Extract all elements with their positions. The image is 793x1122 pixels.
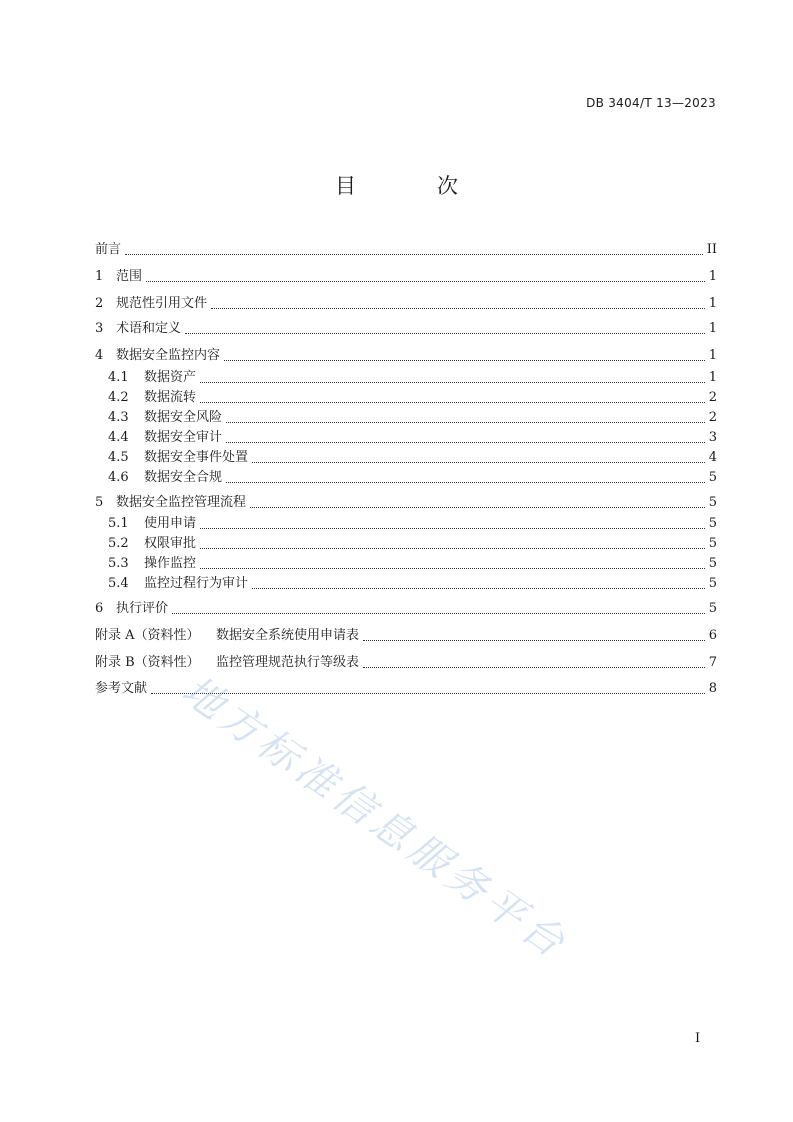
toc-entry-page: 5 (708, 516, 717, 531)
dot-leader (200, 382, 705, 383)
dot-leader (172, 613, 705, 614)
watermark: 地方标准信息服务平台 (173, 667, 577, 969)
dot-leader (125, 254, 703, 255)
toc-entry-number: 2 (95, 296, 104, 311)
dot-leader (185, 333, 705, 334)
toc-entry-4-1[interactable] (108, 369, 717, 387)
toc-entry-page: 5 (708, 495, 717, 510)
toc-entry-1[interactable] (95, 268, 717, 286)
toc-entry-number: 5 (95, 495, 104, 510)
dot-leader (226, 482, 705, 483)
toc-entry-label: 规范性引用文件 (116, 296, 208, 311)
dot-leader (200, 402, 705, 403)
toc-entry-number: 5.4 (108, 576, 129, 591)
toc-entry-4-4[interactable] (108, 429, 717, 447)
toc-entry-label: 数据安全监控管理流程 (116, 495, 247, 510)
toc-entry-page: 6 (708, 628, 717, 643)
dot-leader (151, 693, 705, 694)
toc-entry-label: 数据安全事件处置 (144, 450, 249, 465)
toc-entry-number: 6 (95, 601, 104, 616)
toc-entry-appendix-b[interactable] (95, 654, 717, 672)
toc-entry-label: 使用申请 (144, 516, 197, 531)
toc-entry-5-4[interactable] (108, 575, 717, 593)
dot-leader (200, 568, 705, 569)
toc-entry-preface[interactable] (95, 241, 717, 259)
dot-leader (200, 528, 705, 529)
toc-entry-2[interactable] (95, 295, 717, 313)
toc-entry-label: 数据安全审计 (144, 430, 223, 445)
toc-entry-label: 监控过程行为审计 (144, 576, 249, 591)
toc-entry-label: 数据安全系统使用申请表 (216, 628, 360, 643)
toc-entry-page: 5 (708, 556, 717, 571)
toc-entry-number: 4.2 (108, 390, 129, 405)
toc-entry-3[interactable] (95, 320, 717, 338)
dot-leader (252, 588, 705, 589)
toc-entry-number: 3 (95, 321, 104, 336)
toc-entry-number: 附录 B（资料性） (95, 655, 200, 670)
toc-entry-4-6[interactable] (108, 469, 717, 487)
toc-entry-6[interactable] (95, 600, 717, 618)
page-number: I (695, 1031, 701, 1046)
dot-leader (250, 507, 705, 508)
toc-entry-5-1[interactable] (108, 515, 717, 533)
toc-entry-number: 4 (95, 348, 104, 363)
toc-entry-label: 监控管理规范执行等级表 (216, 655, 360, 670)
toc-entry-page: 5 (708, 601, 717, 616)
toc-entry-label: 操作监控 (144, 556, 197, 571)
toc-entry-page: 1 (708, 296, 717, 311)
dot-leader (211, 308, 705, 309)
toc-entry-4[interactable] (95, 347, 717, 365)
dot-leader (224, 360, 705, 361)
toc-entry-number: 5.3 (108, 556, 129, 571)
toc-entry-number: 4.3 (108, 410, 129, 425)
toc-entry-4-2[interactable] (108, 389, 717, 407)
toc-entry-label: 数据安全风险 (144, 410, 223, 425)
toc-entry-page: 2 (708, 410, 717, 425)
toc-entry-number: 4.4 (108, 430, 129, 445)
toc-entry-label: 前言 (95, 242, 122, 257)
dot-leader (146, 281, 705, 282)
toc-entry-page: 4 (708, 450, 717, 465)
toc-entry-number: 5.2 (108, 536, 129, 551)
dot-leader (363, 640, 705, 641)
dot-leader (226, 422, 705, 423)
toc-entry-page: 8 (708, 681, 717, 696)
dot-leader (252, 462, 705, 463)
toc-entry-page: 3 (708, 430, 717, 445)
toc-entry-number: 附录 A（资料性） (95, 628, 200, 643)
document-code: DB 3404/T 13—2023 (586, 96, 716, 110)
toc-entry-4-3[interactable] (108, 409, 717, 427)
toc-entry-label: 权限审批 (144, 536, 197, 551)
toc-entry-number: 1 (95, 269, 104, 284)
toc-entry-number: 5.1 (108, 516, 129, 531)
toc-entry-page: 1 (708, 321, 717, 336)
toc-entry-page: II (706, 242, 717, 257)
toc-entry-label: 数据流转 (144, 390, 197, 405)
toc-entry-label: 术语和定义 (116, 321, 182, 336)
dot-leader (226, 442, 705, 443)
dot-leader (200, 548, 705, 549)
toc-entry-label: 执行评价 (116, 601, 169, 616)
toc-entry-4-5[interactable] (108, 449, 717, 467)
toc-entry-page: 5 (708, 536, 717, 551)
toc-entry-label: 数据资产 (144, 370, 197, 385)
toc-entry-page: 1 (708, 370, 717, 385)
toc-entry-number: 4.6 (108, 470, 129, 485)
toc-entry-appendix-a[interactable] (95, 627, 717, 645)
toc-entry-page: 7 (708, 655, 717, 670)
toc-entry-label: 参考文献 (95, 681, 148, 696)
toc-entry-number: 4.1 (108, 370, 129, 385)
page-title: 目 次 (335, 174, 488, 198)
toc-entry-page: 1 (708, 269, 717, 284)
toc-entry-references[interactable] (95, 680, 717, 698)
toc-entry-label: 范围 (116, 269, 143, 284)
toc-entry-5-2[interactable] (108, 535, 717, 553)
toc-entry-5-3[interactable] (108, 555, 717, 573)
toc-entry-5[interactable] (95, 494, 717, 512)
toc-entry-page: 1 (708, 348, 717, 363)
toc-entry-page: 5 (708, 576, 717, 591)
toc-entry-label: 数据安全监控内容 (116, 348, 221, 363)
toc-entry-page: 2 (708, 390, 717, 405)
toc-entry-page: 5 (708, 470, 717, 485)
dot-leader (363, 667, 705, 668)
toc-entry-number: 4.5 (108, 450, 129, 465)
toc-entry-label: 数据安全合规 (144, 470, 223, 485)
